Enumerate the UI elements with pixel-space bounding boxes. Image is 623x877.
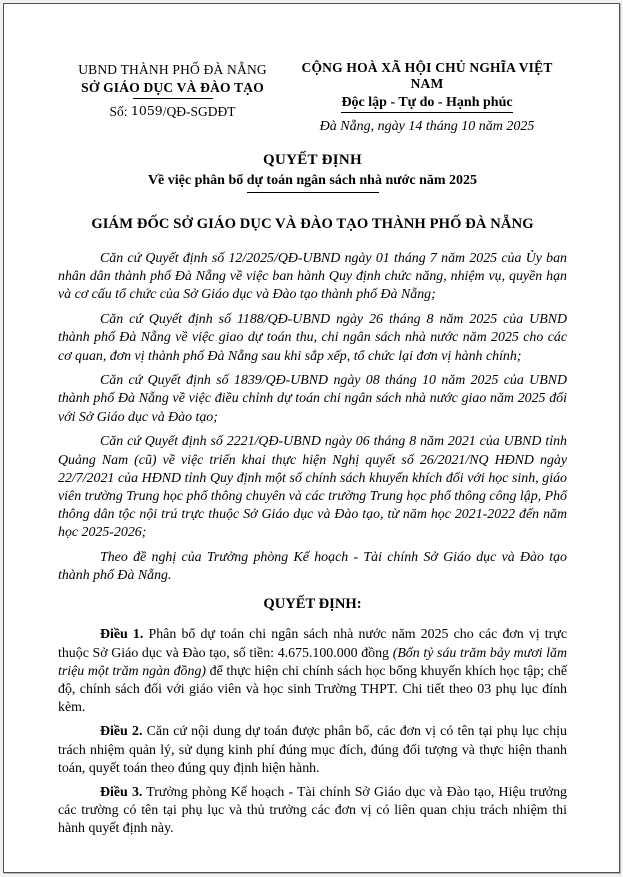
article-1-text-after: để thực hiện chi chính sách học bổng khuyến khích học tập; chế độ, chính sách đối với giáo viên và học sinh Trường THPT. Chi tiết theo 03 phụ lục đính kèm. [58,663,567,716]
issuer-line: GIÁM ĐỐC SỞ GIÁO DỤC VÀ ĐÀO TẠO THÀNH PHỐ ĐÀ NẴNG [91,216,534,232]
article-3-label: Điều 3. [100,785,143,801]
decision-heading: QUYẾT ĐỊNH: [263,596,362,613]
article-1 [58,626,567,717]
place-and-date: Đà Nẵng, ngày 14 tháng 10 năm 2025 [319,119,535,134]
agency-underline-rule [133,98,213,99]
preamble-paragraph: Căn cứ Quyết định số 12/2025/QĐ-UBND ngày 01 tháng 7 năm 2025 của Ủy ban nhân dân thành phố Đà Nẵng về việc ban hành Quy định chức năng, nhiệm vụ, quyền hạn và cơ cấu tổ chức của Sở Giáo dục và Đào tạo thành phố Đà Nẵng; [58,251,567,303]
national-motto: Độc lập - Tự do - Hạnh phúc [341,95,512,113]
document-subject: Về việc phân bổ dự toán ngân sách nhà nước năm 2025 [147,173,478,188]
document-number [58,104,287,120]
articles-section [58,626,567,838]
document-number-suffix: /QĐ-SGDĐT [162,104,236,119]
parent-agency-name: UBND THÀNH PHỐ ĐÀ NẴNG [78,62,267,77]
preamble-section [58,250,567,585]
document-type-heading: QUYẾT ĐỊNH [263,152,362,168]
article-2-text: Căn cứ nội dung dự toán được phân bổ, các đơn vị có tên tại phụ lục chịu trách nhiệm quản lý, sử dụng kinh phí đúng mục đích, đúng đối tượng và thực hiện thanh toán, quyết toán theo đúng quy định hiện hành. [58,724,567,776]
preamble-paragraph: Căn cứ Quyết định số 1188/QĐ-UBND ngày 26 tháng 8 năm 2025 của UBND thành phố Đà Nẵng về việc giao dự toán thu, chi ngân sách nhà nước năm 2025 cho các cơ quan, đơn vị thành phố Đà Nẵng sau khi sắp xếp, tổ chức lại đơn vị hành chính; [58,312,567,364]
preamble-paragraph: Theo đề nghị của Trưởng phòng Kế hoạch - Tài chính Sở Giáo dục và Đào tạo thành phố Đà Nẵng. [58,550,567,584]
article-2-label: Điều 2. [100,724,143,740]
article-3-text: Trưởng phòng Kế hoạch - Tài chính Sở Giáo dục và Đào tạo, Hiệu trưởng các trường có tên tại phụ lục và thủ trưởng các đơn vị có liên quan chịu trách nhiệm thi hành quyết định này. [58,785,567,837]
article-2 [58,723,567,778]
title-block [58,152,567,233]
document-number-label: Số: [109,104,128,119]
national-title: CỘNG HOÀ XÃ HỘI CHỦ NGHĨA VIỆT NAM [301,60,553,91]
document-number-value: 1059 [130,103,163,118]
agency-name: SỞ GIÁO DỤC VÀ ĐÀO TẠO [81,80,264,95]
document-header [58,60,567,135]
article-1-label: Điều 1. [100,627,144,643]
document-page [3,3,620,873]
preamble-paragraph: Căn cứ Quyết định số 1839/QĐ-UBND ngày 08 tháng 10 năm 2025 của UBND thành phố Đà Nẵng về việc điều chỉnh dự toán chi ngân sách nhà nước giao năm 2025 đối với Sở Giáo dục và Đào tạo; [58,373,567,425]
article-3 [58,784,567,839]
subject-underline-rule [247,192,379,193]
article-1-text-before: Phân bổ dự toán chi ngân sách nhà nước năm 2025 cho các đơn vị trực thuộc Sở Giáo dục và Đào tạo, số tiền: 4.675.100.000 đồng [58,627,567,661]
article-1-amount-in-words: (Bốn tỷ sáu trăm bảy mươi lăm triệu một trăm ngàn đồng) [58,645,568,679]
national-header-block [287,60,567,135]
preamble-paragraph: Căn cứ Quyết định số 2221/QĐ-UBND ngày 06 tháng 8 năm 2021 của UBND tỉnh Quảng Nam (cũ) về việc triển khai thực hiện Nghị quyết số 26/2021/NQ HĐND ngày 22/7/2021 của HĐND tỉnh Quy định một số chính sách khuyến khích đối với học sinh, giáo viên trường Trung học phổ thông chuyên và các trường Trung học phổ thông công lập, Phổ thông dân tộc nội trú trực thuộc Sở Giáo dục và Đào tạo, từ năm học 2021-2022 đến năm học 2025-2026; [58,434,567,541]
issuing-agency-block [58,60,287,135]
